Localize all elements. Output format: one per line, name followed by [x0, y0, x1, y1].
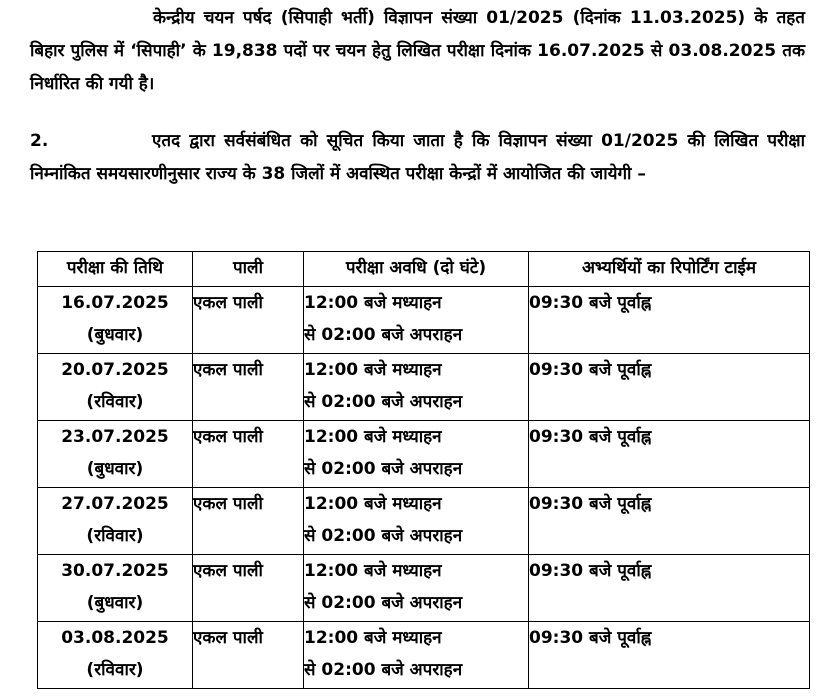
- exam-date: 30.07.2025: [61, 561, 169, 581]
- reporting-time-cell: 09:30 बजे पूर्वाह्न: [529, 287, 810, 354]
- paragraph-2-text: एतद द्वारा सर्वसंबंधित को सूचित किया जाता है कि विज्ञापन संख्या 01/2025 की लिखित परीक्षा निम्नांकित समयसारणीनुसार राज्य के 38 जिलों में अवस्थित परीक्षा केन्द्रों में आयोजित की जायेगी –: [30, 131, 805, 184]
- exam-date: 16.07.2025: [61, 293, 169, 313]
- shift-cell: एकल पाली: [193, 421, 304, 488]
- shift-cell: एकल पाली: [193, 622, 304, 689]
- table-row: [38, 354, 810, 421]
- reporting-time-cell: 09:30 बजे पूर्वाह्न: [529, 622, 810, 689]
- table-row: [38, 488, 810, 555]
- duration-cell: [304, 622, 529, 689]
- shift-cell: एकल पाली: [193, 354, 304, 421]
- time-start: 12:00 बजे मध्याहन: [304, 494, 442, 514]
- header-shift: पाली: [193, 252, 304, 287]
- time-end: से 02:00 बजे अपराहन: [304, 593, 463, 613]
- exam-date: 23.07.2025: [61, 427, 169, 447]
- header-duration: परीक्षा अवधि (दो घंटे): [304, 252, 529, 287]
- reporting-time-cell: 09:30 बजे पूर्वाह्न: [529, 421, 810, 488]
- time-end: से 02:00 बजे अपराहन: [304, 392, 463, 412]
- time-start: 12:00 बजे मध्याहन: [304, 293, 442, 313]
- reporting-time-cell: 09:30 बजे पूर्वाह्न: [529, 354, 810, 421]
- time-end: से 02:00 बजे अपराहन: [304, 325, 463, 345]
- table-row: [38, 555, 810, 622]
- exam-date-cell: [38, 622, 193, 689]
- exam-day: (रविवार): [86, 660, 144, 680]
- exam-day: (बुधवार): [86, 325, 144, 345]
- exam-day: (बुधवार): [86, 593, 144, 613]
- paragraph-2: [30, 125, 805, 191]
- shift-cell: एकल पाली: [193, 488, 304, 555]
- table-row: [38, 287, 810, 354]
- time-start: 12:00 बजे मध्याहन: [304, 628, 442, 648]
- duration-cell: [304, 421, 529, 488]
- table-header-row: [38, 252, 810, 287]
- paragraph-1-text: केन्द्रीय चयन पर्षद (सिपाही भर्ती) विज्ञापन संख्या 01/2025 (दिनांक 11.03.2025) के तहत बिहार पुलिस में ‘सिपाही’ के 19,838 पदों पर चयन हेतु लिखित परीक्षा दिनांक 16.07.2025 से 03.08.2025 तक निर्धारित की गयी है।: [30, 8, 805, 94]
- exam-date-cell: [38, 555, 193, 622]
- header-reporting: अभ्यर्थियों का रिपोर्टिंग टाईम: [529, 252, 810, 287]
- duration-cell: [304, 555, 529, 622]
- header-date: परीक्षा की तिथि: [38, 252, 193, 287]
- time-end: से 02:00 बजे अपराहन: [304, 660, 463, 680]
- reporting-time-cell: 09:30 बजे पूर्वाह्न: [529, 488, 810, 555]
- exam-day: (बुधवार): [86, 459, 144, 479]
- table-row: [38, 421, 810, 488]
- exam-day: (रविवार): [86, 526, 144, 546]
- exam-date-cell: [38, 287, 193, 354]
- exam-date-cell: [38, 488, 193, 555]
- duration-cell: [304, 488, 529, 555]
- exam-date-cell: [38, 421, 193, 488]
- duration-cell: [304, 354, 529, 421]
- time-start: 12:00 बजे मध्याहन: [304, 561, 442, 581]
- shift-cell: एकल पाली: [193, 287, 304, 354]
- exam-date-cell: [38, 354, 193, 421]
- time-start: 12:00 बजे मध्याहन: [304, 360, 442, 380]
- reporting-time-cell: 09:30 बजे पूर्वाह्न: [529, 555, 810, 622]
- shift-cell: एकल पाली: [193, 555, 304, 622]
- exam-date: 03.08.2025: [61, 628, 169, 648]
- exam-date: 27.07.2025: [61, 494, 169, 514]
- duration-cell: [304, 287, 529, 354]
- time-end: से 02:00 बजे अपराहन: [304, 526, 463, 546]
- exam-day: (रविवार): [86, 392, 144, 412]
- exam-date: 20.07.2025: [61, 360, 169, 380]
- paragraph-1: [30, 2, 805, 101]
- paragraph-2-number: 2.: [30, 131, 49, 151]
- table-row: [38, 622, 810, 689]
- exam-schedule-table: [37, 251, 810, 689]
- time-start: 12:00 बजे मध्याहन: [304, 427, 442, 447]
- time-end: से 02:00 बजे अपराहन: [304, 459, 463, 479]
